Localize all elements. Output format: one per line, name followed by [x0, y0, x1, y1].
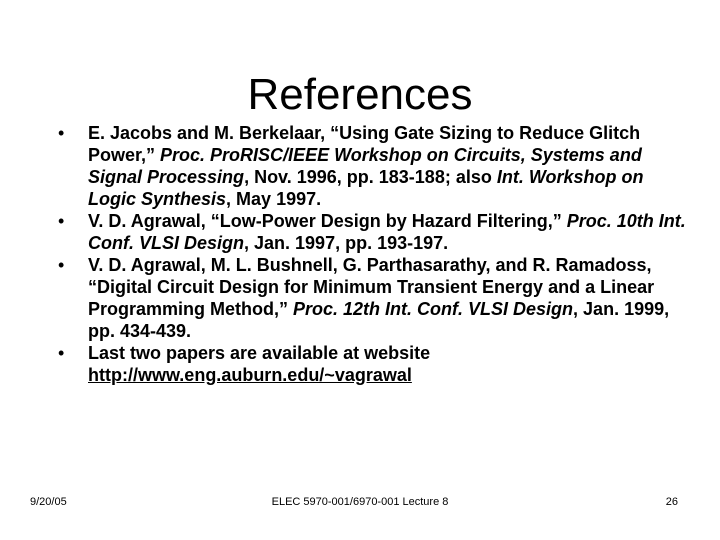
reference-text [88, 255, 669, 341]
bullet: • [58, 343, 65, 363]
reference-item [58, 122, 688, 210]
reference-text-run: V. D. Agrawal, “Low-Power Design by Hazard Filtering,” [88, 211, 567, 231]
reference-text-run: E. Jacobs and M. Berkelaar, “Using Gate Sizing to Reduce Glitch Power,” [88, 123, 641, 165]
reference-item [58, 254, 688, 342]
bullet: • [58, 211, 65, 231]
publication-venue: Int. Workshop on Logic Synthesis [88, 167, 644, 209]
website-link[interactable]: http://www.eng.auburn.edu/~vagrawal [88, 365, 412, 385]
reference-item [58, 210, 688, 254]
reference-text [88, 211, 686, 253]
reference-text-run: V. D. Agrawal, M. L. Bushnell, G. Parthasarathy, and R. Ramadoss, “Digital Circuit Design for Minimum Transient Energy and a Linear Programming Method,” [88, 255, 655, 319]
bullet: • [58, 255, 65, 275]
reference-text-run: Last two papers are available at website [88, 343, 431, 363]
footer-page-number: 26 [665, 496, 678, 508]
reference-list [58, 122, 688, 386]
reference-text-run: , Jan. 1999, pp. 434-439. [88, 299, 670, 341]
publication-venue: Proc. ProRISC/IEEE Workshop on Circuits, Systems and Signal Processing [88, 145, 642, 187]
reference-text [88, 343, 430, 385]
reference-text [88, 123, 644, 209]
reference-text-run: , Jan. 1997, pp. 193-197. [244, 233, 449, 253]
reference-item [58, 342, 688, 386]
footer-date: 9/20/05 [30, 496, 67, 508]
publication-venue: Proc. 12th Int. Conf. VLSI Design [293, 299, 574, 319]
bullet: • [58, 123, 65, 143]
publication-venue: Proc. 10th Int. Conf. VLSI Design [88, 211, 686, 253]
slide-title: References [247, 70, 473, 120]
reference-text-run: , Nov. 1996, pp. 183-188; also [244, 167, 497, 187]
reference-text-run: , May 1997. [226, 189, 322, 209]
footer-course: ELEC 5970-001/6970-001 Lecture 8 [271, 496, 449, 508]
